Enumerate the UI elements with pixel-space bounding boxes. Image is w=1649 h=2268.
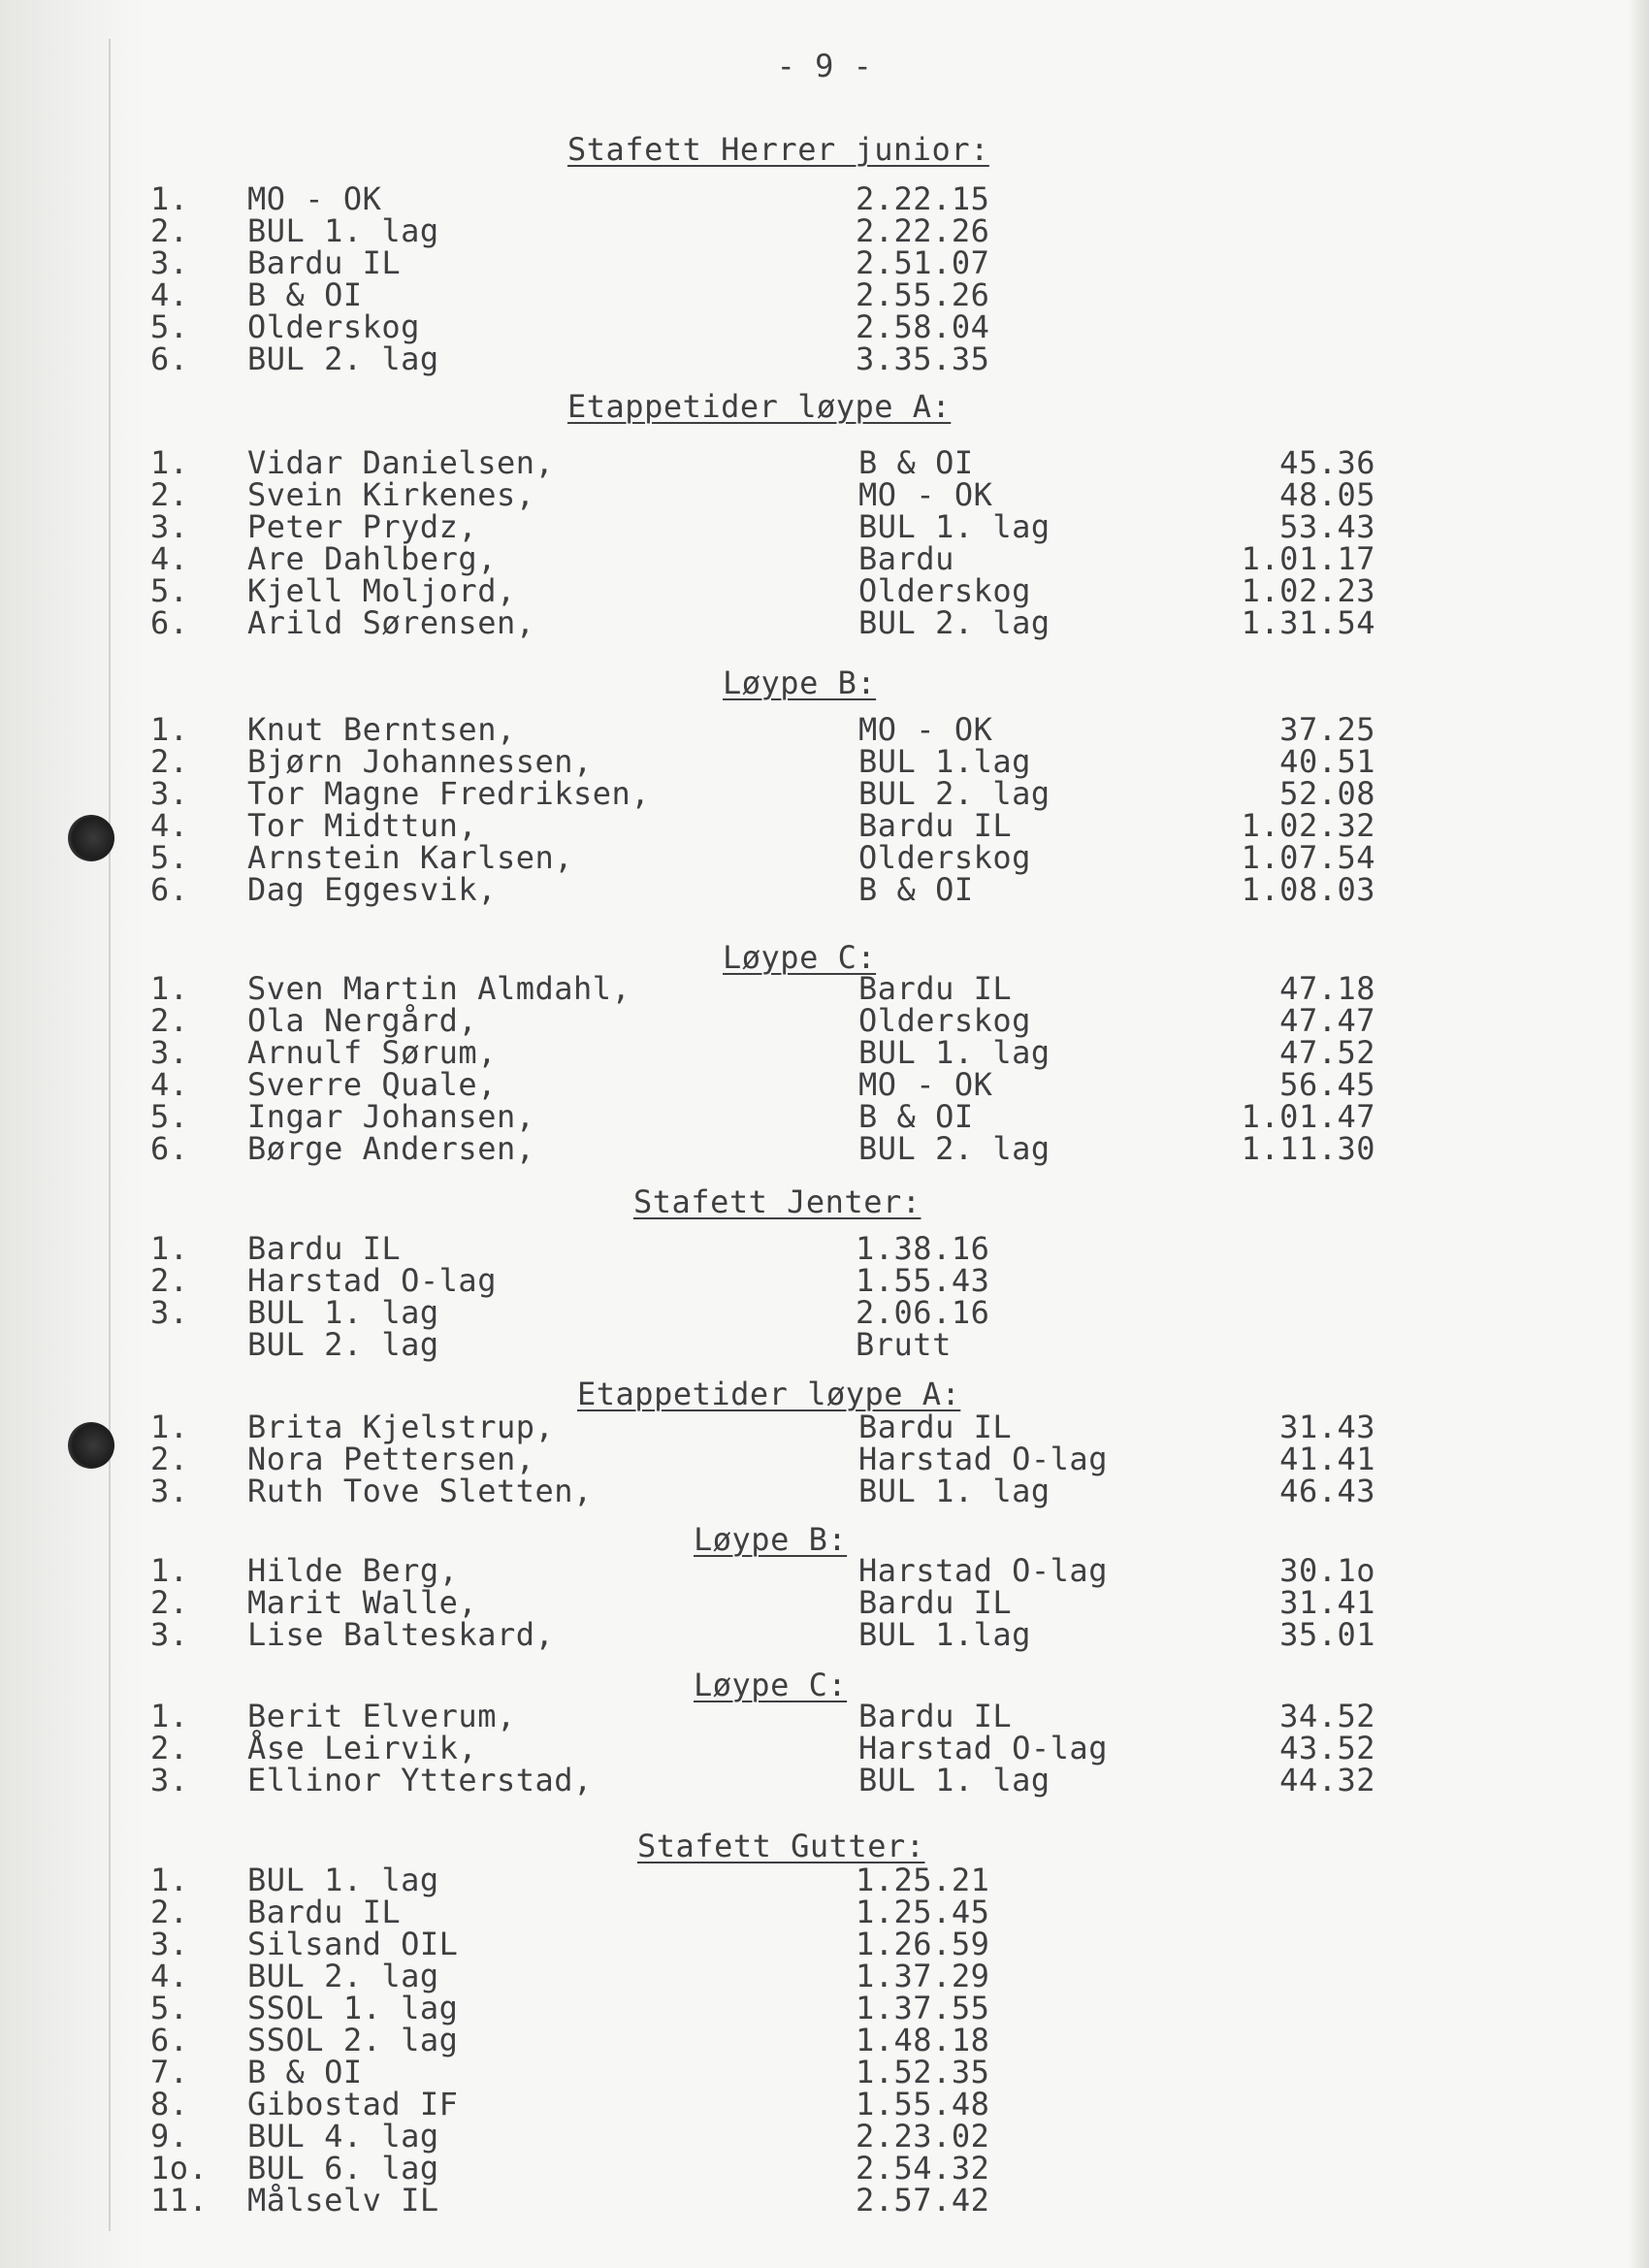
team-name: Silsand OIL <box>247 1926 459 1962</box>
club-name: Harstad O-lag <box>858 1730 1108 1766</box>
club-name: BUL 2. lag <box>858 1130 1051 1167</box>
team-result-row <box>0 2022 1649 2058</box>
leg-time: 48.05 <box>1279 476 1375 513</box>
team-name: BUL 2. lag <box>247 1958 439 1994</box>
club-name: Bardu IL <box>858 970 1013 1007</box>
place-number: 4. <box>150 1958 189 1994</box>
club-name: BUL 1. lag <box>858 508 1051 545</box>
leg-result-row <box>0 807 1649 844</box>
result-time: 1.48.18 <box>856 2022 990 2058</box>
leg-result-row <box>0 1130 1649 1167</box>
leg-time: 43.52 <box>1279 1730 1375 1766</box>
leg-result-row <box>0 1762 1649 1798</box>
team-name: Olderskog <box>247 308 420 345</box>
leg-time: 1.02.32 <box>1241 807 1375 844</box>
team-result-row <box>0 244 1649 281</box>
result-time: Brutt <box>856 1326 952 1363</box>
leg-time: 34.52 <box>1279 1698 1375 1734</box>
place-number: 6. <box>150 1130 189 1167</box>
place-number: 11. <box>150 2182 209 2219</box>
runner-name: Ola Nergård, <box>247 1002 478 1039</box>
place-number: 5. <box>150 839 189 876</box>
runner-name: Hilde Berg, <box>247 1552 459 1589</box>
team-name: Bardu IL <box>247 244 402 281</box>
runner-name: Arnstein Karlsen, <box>247 839 574 876</box>
place-number: 4. <box>150 276 189 313</box>
place-number: 5. <box>150 1990 189 2026</box>
leg-result-row <box>0 572 1649 609</box>
leg-result-row <box>0 1034 1649 1071</box>
place-number: 2. <box>150 1894 189 1930</box>
leg-time: 41.41 <box>1279 1441 1375 1477</box>
leg-time: 1.08.03 <box>1241 871 1375 908</box>
runner-name: Brita Kjelstrup, <box>247 1409 555 1445</box>
place-number: 1. <box>150 1698 189 1734</box>
result-time: 1.55.48 <box>856 2086 990 2122</box>
result-time: 1.26.59 <box>856 1926 990 1962</box>
heading-herrer-junior-leg-a: Etappetider løype A: <box>567 388 952 425</box>
team-name: B & OI <box>247 2054 363 2090</box>
result-time: 2.58.04 <box>856 308 990 345</box>
leg-result-row <box>0 1616 1649 1653</box>
leg-result-row <box>0 1475 1649 1507</box>
result-time: 2.06.16 <box>856 1294 990 1331</box>
runner-name: Peter Prydz, <box>247 508 478 545</box>
heading-stafett-jenter: Stafett Jenter: <box>633 1183 922 1220</box>
club-name: Bardu IL <box>858 1584 1013 1621</box>
team-result-row <box>0 308 1649 345</box>
place-number: 1. <box>150 1230 189 1267</box>
page-number: - 9 - <box>776 48 873 84</box>
runner-name: Nora Pettersen, <box>247 1441 535 1477</box>
team-name: Bardu IL <box>247 1894 402 1930</box>
leg-time: 47.52 <box>1279 1034 1375 1071</box>
place-number: 7. <box>150 2054 189 2090</box>
runner-name: Lise Balteskard, <box>247 1616 555 1653</box>
team-result-row <box>0 1960 1649 1993</box>
leg-result-row <box>0 1584 1649 1621</box>
leg-time: 45.36 <box>1279 444 1375 481</box>
team-result-row <box>0 2054 1649 2090</box>
leg-result-row <box>0 743 1649 780</box>
result-time: 3.35.35 <box>856 340 990 377</box>
leg-time: 1.02.23 <box>1241 572 1375 609</box>
club-name: BUL 1.lag <box>858 743 1031 780</box>
runner-name: Dag Eggesvik, <box>247 871 497 908</box>
team-name: Gibostad IF <box>247 2086 459 2122</box>
leg-result-row <box>0 711 1649 748</box>
team-result-row <box>0 1990 1649 2026</box>
result-time: 2.23.02 <box>856 2118 990 2155</box>
leg-time: 1.11.30 <box>1241 1130 1375 1167</box>
runner-name: Arild Sørensen, <box>247 604 535 641</box>
runner-name: Berit Elverum, <box>247 1698 516 1734</box>
team-result-row <box>0 276 1649 313</box>
team-result-row <box>0 2150 1649 2187</box>
runner-name: Ruth Tove Sletten, <box>247 1473 593 1509</box>
runner-name: Are Dahlberg, <box>247 540 497 577</box>
place-number: 1. <box>150 970 189 1007</box>
leg-result-row <box>0 540 1649 577</box>
leg-result-row <box>0 1443 1649 1475</box>
club-name: BUL 1. lag <box>858 1034 1051 1071</box>
leg-result-row <box>0 775 1649 812</box>
leg-time: 46.43 <box>1279 1473 1375 1509</box>
team-result-row <box>0 212 1649 249</box>
runner-name: Knut Berntsen, <box>247 711 516 748</box>
result-time: 2.55.26 <box>856 276 990 313</box>
leg-result-row <box>0 839 1649 876</box>
place-number: 4. <box>150 540 189 577</box>
place-number: 2. <box>150 743 189 780</box>
team-name: BUL 4. lag <box>247 2118 439 2155</box>
club-name: B & OI <box>858 871 974 908</box>
place-number: 1. <box>150 711 189 748</box>
leg-result-row <box>0 444 1649 481</box>
runner-name: Kjell Moljord, <box>247 572 516 609</box>
leg-time: 35.01 <box>1279 1616 1375 1653</box>
place-number: 1. <box>150 1552 189 1589</box>
team-name: BUL 1. lag <box>247 1294 439 1331</box>
place-number: 3. <box>150 244 189 281</box>
result-time: 1.25.45 <box>856 1894 990 1930</box>
leg-result-row <box>0 1411 1649 1443</box>
place-number: 3. <box>150 1926 189 1962</box>
leg-time: 1.31.54 <box>1241 604 1375 641</box>
runner-name: Ellinor Ytterstad, <box>247 1762 593 1798</box>
place-number: 6. <box>150 871 189 908</box>
runner-name: Børge Andersen, <box>247 1130 535 1167</box>
club-name: MO - OK <box>858 476 993 513</box>
place-number: 4. <box>150 807 189 844</box>
heading-stafett-herrer-junior: Stafett Herrer junior: <box>567 131 989 168</box>
team-name: Harstad O-lag <box>247 1262 497 1299</box>
team-result-row <box>0 340 1649 377</box>
leg-time: 31.43 <box>1279 1409 1375 1445</box>
team-name: Målselv IL <box>247 2182 439 2219</box>
place-number: 2. <box>150 1584 189 1621</box>
result-time: 1.55.43 <box>856 1262 990 1299</box>
place-number: 1. <box>150 444 189 481</box>
place-number: 3. <box>150 1034 189 1071</box>
runner-name: Åse Leirvik, <box>247 1730 478 1766</box>
leg-result-row <box>0 1730 1649 1766</box>
team-result-row <box>0 1230 1649 1267</box>
place-number: 2. <box>150 1441 189 1477</box>
place-number: 4. <box>150 1066 189 1103</box>
result-time: 2.54.32 <box>856 2150 990 2187</box>
team-name: BUL 2. lag <box>247 340 439 377</box>
place-number: 8. <box>150 2086 189 2122</box>
club-name: MO - OK <box>858 711 993 748</box>
club-name: Bardu IL <box>858 807 1013 844</box>
result-time: 2.57.42 <box>856 2182 990 2219</box>
club-name: Olderskog <box>858 572 1031 609</box>
team-result-row <box>0 1896 1649 1928</box>
place-number: 1. <box>150 180 189 217</box>
team-result-row <box>0 2182 1649 2219</box>
leg-time: 47.18 <box>1279 970 1375 1007</box>
club-name: Harstad O-lag <box>858 1552 1108 1589</box>
place-number: 2. <box>150 1002 189 1039</box>
club-name: BUL 1. lag <box>858 1473 1051 1509</box>
leg-result-row <box>0 1002 1649 1039</box>
club-name: BUL 1. lag <box>858 1762 1051 1798</box>
runner-name: Sven Martin Almdahl, <box>247 970 631 1007</box>
team-result-row <box>0 1928 1649 1960</box>
leg-result-row <box>0 1066 1649 1103</box>
team-result-row <box>0 1262 1649 1299</box>
result-time: 2.51.07 <box>856 244 990 281</box>
result-time: 1.37.29 <box>856 1958 990 1994</box>
club-name: MO - OK <box>858 1066 993 1103</box>
club-name: BUL 2. lag <box>858 775 1051 812</box>
heading-herrer-junior-leg-c: Løype C: <box>723 939 877 976</box>
place-number: 1. <box>150 1409 189 1445</box>
runner-name: Ingar Johansen, <box>247 1098 535 1135</box>
leg-time: 30.1o <box>1279 1552 1375 1589</box>
result-time: 1.25.21 <box>856 1862 990 1898</box>
club-name: Harstad O-lag <box>858 1441 1108 1477</box>
place-number: 1. <box>150 1862 189 1898</box>
leg-result-row <box>0 1552 1649 1589</box>
place-number: 1o. <box>150 2150 209 2187</box>
club-name: Bardu IL <box>858 1698 1013 1734</box>
result-time: 1.52.35 <box>856 2054 990 2090</box>
place-number: 2. <box>150 476 189 513</box>
leg-time: 44.32 <box>1279 1762 1375 1798</box>
club-name: Olderskog <box>858 1002 1031 1039</box>
leg-time: 47.47 <box>1279 1002 1375 1039</box>
result-time: 2.22.15 <box>856 180 990 217</box>
team-name: MO - OK <box>247 180 382 217</box>
leg-result-row <box>0 604 1649 641</box>
runner-name: Bjørn Johannessen, <box>247 743 593 780</box>
leg-result-row <box>0 476 1649 513</box>
place-number: 3. <box>150 775 189 812</box>
team-result-row <box>0 2086 1649 2122</box>
runner-name: Tor Magne Fredriksen, <box>247 775 651 812</box>
runner-name: Marit Walle, <box>247 1584 478 1621</box>
club-name: B & OI <box>858 1098 974 1135</box>
place-number: 3. <box>150 1294 189 1331</box>
heading-stafett-gutter: Stafett Gutter: <box>637 1828 925 1864</box>
team-name: BUL 1. lag <box>247 212 439 249</box>
place-number: 5. <box>150 308 189 345</box>
place-number: 3. <box>150 508 189 545</box>
leg-time: 1.01.47 <box>1241 1098 1375 1135</box>
leg-result-row <box>0 508 1649 545</box>
team-name: BUL 6. lag <box>247 2150 439 2187</box>
place-number: 6. <box>150 340 189 377</box>
runner-name: Svein Kirkenes, <box>247 476 535 513</box>
leg-time: 53.43 <box>1279 508 1375 545</box>
team-result-row <box>0 1326 1649 1363</box>
leg-time: 31.41 <box>1279 1584 1375 1621</box>
runner-name: Tor Midttun, <box>247 807 478 844</box>
team-result-row <box>0 1294 1649 1331</box>
club-name: Bardu IL <box>858 1409 1013 1445</box>
club-name: Bardu <box>858 540 954 577</box>
place-number: 6. <box>150 2022 189 2058</box>
leg-time: 52.08 <box>1279 775 1375 812</box>
place-number: 2. <box>150 212 189 249</box>
result-time: 1.38.16 <box>856 1230 990 1267</box>
result-time: 2.22.26 <box>856 212 990 249</box>
heading-jenter-leg-c: Løype C: <box>694 1667 848 1703</box>
leg-result-row <box>0 1098 1649 1135</box>
leg-time: 37.25 <box>1279 711 1375 748</box>
place-number: 6. <box>150 604 189 641</box>
leg-time: 1.01.17 <box>1241 540 1375 577</box>
team-name: BUL 2. lag <box>247 1326 439 1363</box>
place-number: 9. <box>150 2118 189 2155</box>
team-name: B & OI <box>247 276 363 313</box>
place-number: 2. <box>150 1730 189 1766</box>
place-number: 2. <box>150 1262 189 1299</box>
leg-time: 1.07.54 <box>1241 839 1375 876</box>
leg-result-row <box>0 1698 1649 1734</box>
runner-name: Sverre Quale, <box>247 1066 497 1103</box>
place-number: 3. <box>150 1473 189 1509</box>
place-number: 5. <box>150 1098 189 1135</box>
team-result-row <box>0 2118 1649 2155</box>
team-name: SSOL 1. lag <box>247 1990 459 2026</box>
club-name: Olderskog <box>858 839 1031 876</box>
heading-herrer-junior-leg-b: Løype B: <box>723 664 877 701</box>
place-number: 3. <box>150 1616 189 1653</box>
place-number: 5. <box>150 572 189 609</box>
heading-jenter-leg-b: Løype B: <box>694 1521 848 1558</box>
leg-result-row <box>0 970 1649 1007</box>
place-number: 3. <box>150 1762 189 1798</box>
runner-name: Vidar Danielsen, <box>247 444 555 481</box>
leg-time: 40.51 <box>1279 743 1375 780</box>
team-name: Bardu IL <box>247 1230 402 1267</box>
club-name: BUL 1.lag <box>858 1616 1031 1653</box>
team-result-row <box>0 180 1649 217</box>
team-name: SSOL 2. lag <box>247 2022 459 2058</box>
team-result-row <box>0 1864 1649 1896</box>
runner-name: Arnulf Sørum, <box>247 1034 497 1071</box>
club-name: BUL 2. lag <box>858 604 1051 641</box>
leg-time: 56.45 <box>1279 1066 1375 1103</box>
leg-result-row <box>0 871 1649 908</box>
result-time: 1.37.55 <box>856 1990 990 2026</box>
heading-jenter-leg-a: Etappetider løype A: <box>577 1376 961 1412</box>
team-name: BUL 1. lag <box>247 1862 439 1898</box>
club-name: B & OI <box>858 444 974 481</box>
